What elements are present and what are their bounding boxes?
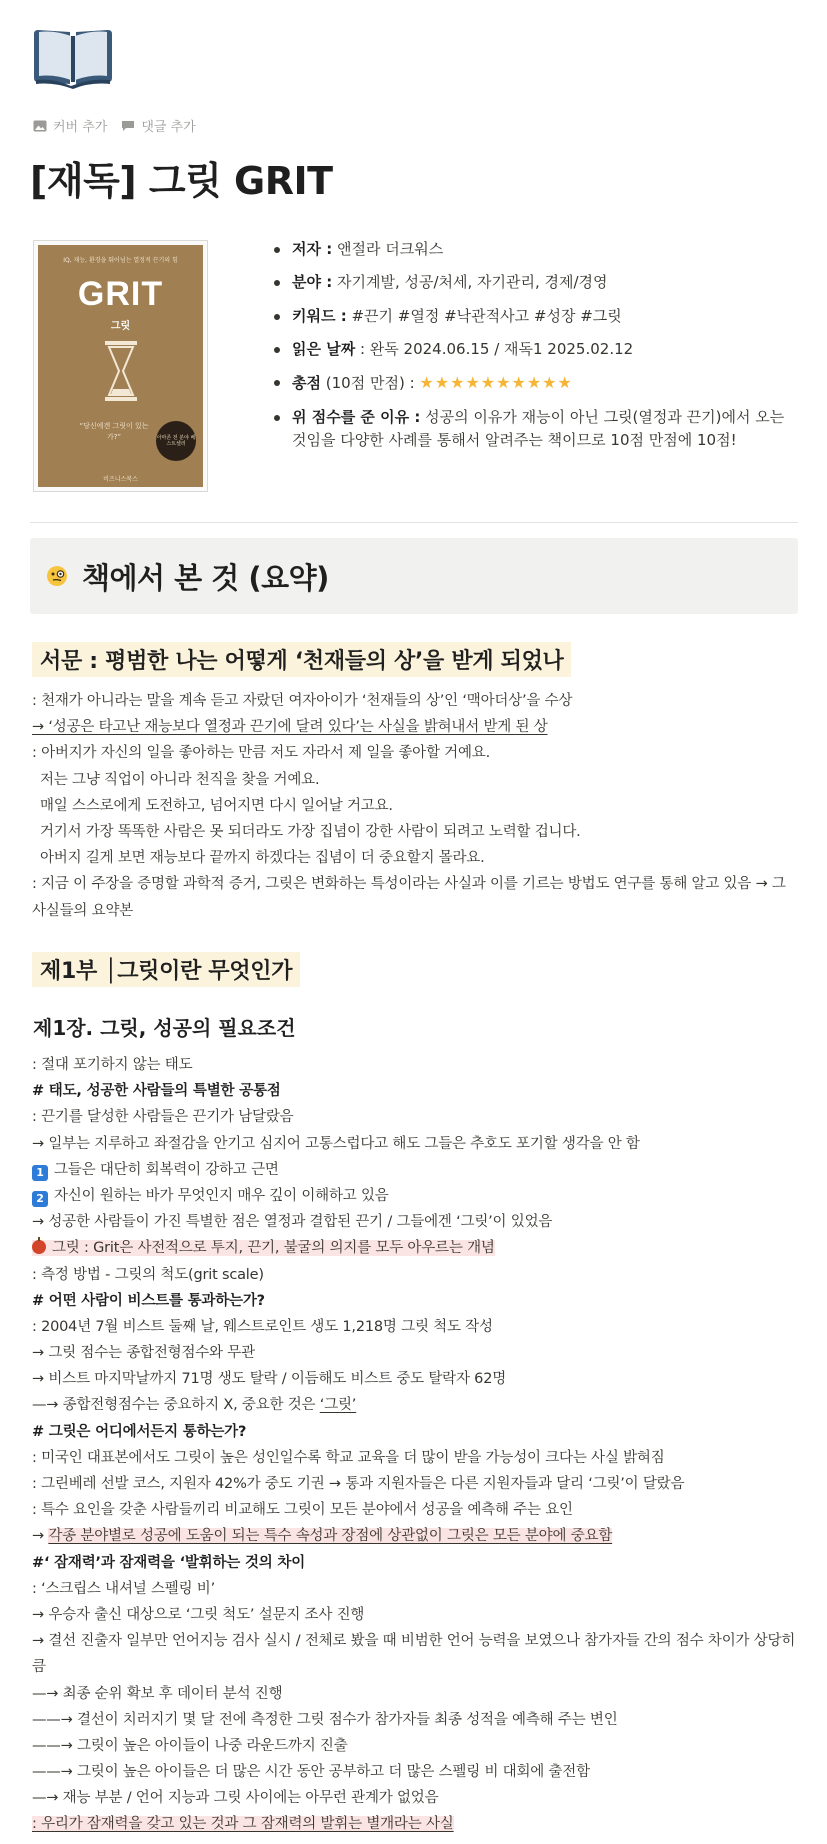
star-rating: ★★★★★★★★★★ [419, 373, 573, 392]
summary-callout[interactable] [30, 538, 798, 614]
body-line: : 측정 방법 - 그릿의 척도(grit scale) [32, 1266, 264, 1283]
add-comment-label: 댓글 추가 [141, 120, 196, 135]
cover-quote: “당신에겐 그릿이 있는가?” [79, 422, 149, 441]
body-line: → 비스트 마지막날까지 71명 생도 탈락 / 이듬해도 비스트 중도 탈락자 62명 [32, 1371, 507, 1388]
cover-subtitle: 그릿 [110, 321, 131, 332]
body-line: —→ 재능 부분 / 언어 지능과 그릿 사이에는 아무런 관계가 없었음 [32, 1790, 439, 1807]
image-icon [33, 120, 47, 132]
add-cover-button[interactable] [33, 116, 107, 135]
preface-line: 매일 스스로에게 도전하고, 넘어지면 다시 일어날 거고요. [40, 797, 393, 814]
book-cover-art [38, 245, 203, 487]
body-line: → 성공한 사람들이 가진 특별한 점은 열정과 결합된 끈기 / 그들에겐 ‘그릿’이 있었음 [32, 1214, 553, 1231]
preface-body [32, 688, 802, 924]
meta-reason: 위 점수를 준 이유 : 성공의 이유가 재능이 아닌 그릿(열정과 끈기)에서 오는 것임을 다양한 사례를 통해서 알려주는 책이므로 10점 만점에 10점! [272, 406, 802, 453]
body-line: —→ 최종 순위 확보 후 데이터 분석 진행 [32, 1685, 283, 1702]
page-actions [33, 116, 196, 135]
preface-heading[interactable]: 서문 : 평범한 나는 어떻게 ‘천재들의 상’을 받게 되었나 [32, 642, 571, 677]
meta-score: 총점 (10점 만점) : ★★★★★★★★★★ [272, 371, 802, 396]
hourglass-icon [103, 341, 139, 401]
body-line: 2 자신이 원하는 바가 무엇인지 매우 깊이 이해하고 있음 [32, 1183, 802, 1209]
body-line: : 2004년 7월 비스트 둘째 날, 웨스트로인트 생도 1,218명 그릿 척도 작성 [32, 1318, 493, 1335]
body-line: 1 그들은 대단히 회복력이 강하고 근면 [32, 1157, 802, 1183]
open-book-icon[interactable] [30, 26, 116, 90]
highlighted-definition: 그릿 : Grit은 사전적으로 투지, 끈기, 불굴의 의지를 모두 아우르는 개념 [32, 1240, 495, 1256]
body-line: : 그린베레 선발 코스, 지원자 42%가 중도 기권 → 통과 지원자들은 다른 지원자들과 달리 ‘그릿’이 달랐음 [32, 1476, 685, 1492]
body-line: ——→ 그릿이 높은 아이들이 나중 라운드까지 진출 [32, 1737, 348, 1754]
chapter1-body [32, 1052, 802, 1838]
add-comment-button[interactable] [121, 116, 195, 135]
meta-author: 저자 : 앤절라 더크워스 [272, 238, 802, 261]
meta-keywords: 키워드 : #끈기 #열정 #낙관적사고 #성장 #그릿 [272, 305, 802, 328]
chapter1-heading[interactable]: 제1장. 그릿, 성공의 필요조건 [33, 1016, 296, 1040]
body-line: : 끈기를 달성한 사람들은 끈기가 남달랐음 [32, 1109, 294, 1126]
meta-field: 분야 : 자기계발, 성공/처세, 자기관리, 경제/경영 [272, 271, 802, 294]
keycap-1-icon: 1 [32, 1165, 48, 1181]
body-subheading: #‘ 잠재력’과 잠재력을 ‘발휘하는 것의 차이 [32, 1554, 306, 1571]
preface-line: 저는 그냥 직업이 아니라 천직을 찾을 거예요. [40, 771, 320, 788]
body-subheading: # 태도, 성공한 사람들의 특별한 공통점 [32, 1083, 281, 1100]
part1-heading[interactable]: 제1부 │그릿이란 무엇인가 [32, 952, 300, 987]
cover-badge: 아마존 전 분야 베스트셀러 [156, 421, 196, 461]
body-line: : 특수 요인을 갖춘 사람들끼리 비교해도 그릿이 모든 분야에서 성공을 예측해 주는 요인 [32, 1502, 573, 1519]
body-line: ——→ 그릿이 높은 아이들은 더 많은 시간 동안 공부하고 더 많은 스펠링 비 대회에 출전함 [32, 1764, 590, 1781]
meta-read-date: 읽은 날짜 : 완독 2024.06.15 / 재독1 2025.02.12 [272, 338, 802, 361]
cover-publisher: 비즈니스북스 [103, 476, 138, 483]
cover-title: GRIT [77, 275, 164, 313]
divider [30, 522, 798, 523]
body-line: —→ 종합전형점수는 중요하지 X, 중요한 것은 ‘그릿’ [32, 1397, 357, 1414]
preface-line: 거기서 가장 똑똑한 사람은 못 되더라도 가장 집념이 강한 사람이 되려고 노력할 겁니다. [40, 823, 581, 840]
body-line: → 일부는 지루하고 좌절감을 안기고 심지어 고통스럽다고 해도 그들은 추호도 포기할 생각을 안 함 [32, 1135, 640, 1152]
book-meta-list [272, 238, 802, 462]
apple-icon [32, 1240, 46, 1254]
preface-line: 아버지 길게 보면 재능보다 끝까지 하겠다는 집념이 더 중요할지 몰라요. [40, 850, 485, 867]
callout-title: 책에서 본 것 (요약) [82, 560, 329, 595]
keycap-2-icon: 2 [32, 1191, 48, 1207]
body-subheading: # 그릿은 어디에서든지 통하는가? [32, 1423, 247, 1440]
comment-icon [121, 120, 135, 132]
book-cover-image[interactable] [33, 240, 208, 492]
body-line: : 미국인 대표본에서도 그릿이 높은 성인일수록 학교 교육을 더 많이 받을 가능성이 크다는 사실 밝혀짐 [32, 1449, 665, 1466]
body-subheading: # 어떤 사람이 비스트를 통과하는가? [32, 1292, 265, 1309]
body-line: → 그릿 점수는 종합전형점수와 무관 [32, 1345, 255, 1362]
page-title[interactable]: [재독] 그릿 GRIT [30, 159, 333, 203]
body-line: : 우리가 잠재력을 갖고 있는 것과 그 잠재력의 발휘는 별개라는 사실 [32, 1816, 454, 1833]
body-line: ——→ 결선이 치러지기 몇 달 전에 측정한 그릿 점수가 참가자들 최종 성적을 예측해 주는 변인 [32, 1711, 618, 1728]
body-line: → 각종 분야별로 성공에 도움이 되는 특수 속성과 장점에 상관없이 그릿은 모든 분야에 중요함 [32, 1528, 613, 1545]
face-with-monocle-icon [46, 565, 68, 587]
preface-line: : 지금 이 주장을 증명할 과학적 증거, 그릿은 변화하는 특성이라는 사실과 이를 기르는 방법도 연구를 통해 알고 있음 → 그 사실들의 요약본 [32, 876, 786, 919]
body-line: : ‘스크립스 내셔널 스펠링 비’ [32, 1580, 216, 1597]
body-line: → 우승자 출신 대상으로 ‘그릿 척도’ 설문지 조사 진행 [32, 1606, 365, 1623]
body-line: → 결선 진출자 일부만 언어지능 검사 실시 / 전체로 봤을 때 비범한 언어 능력을 보였으나 참가자들 간의 점수 차이가 상당히 큼 [32, 1633, 796, 1676]
body-line [32, 1235, 802, 1261]
preface-line: → ‘성공은 타고난 재능보다 열정과 끈기에 달려 있다’는 사실을 밝혀내서 받게 된 상 [32, 719, 548, 736]
cover-tagline: IQ, 재능, 환경을 뛰어넘는 열정적 끈기의 힘 [63, 257, 178, 264]
preface-line: : 천재가 아니라는 말을 계속 듣고 자랐던 여자아이가 ‘천재들의 상’인 ‘맥아더상’을 수상 [32, 693, 573, 709]
add-cover-label: 커버 추가 [53, 120, 108, 135]
body-line: : 절대 포기하지 않는 태도 [32, 1057, 193, 1073]
preface-line: : 아버지가 자신의 일을 좋아하는 만큼 저도 자라서 제 일을 좋아할 거예요. [32, 745, 490, 762]
